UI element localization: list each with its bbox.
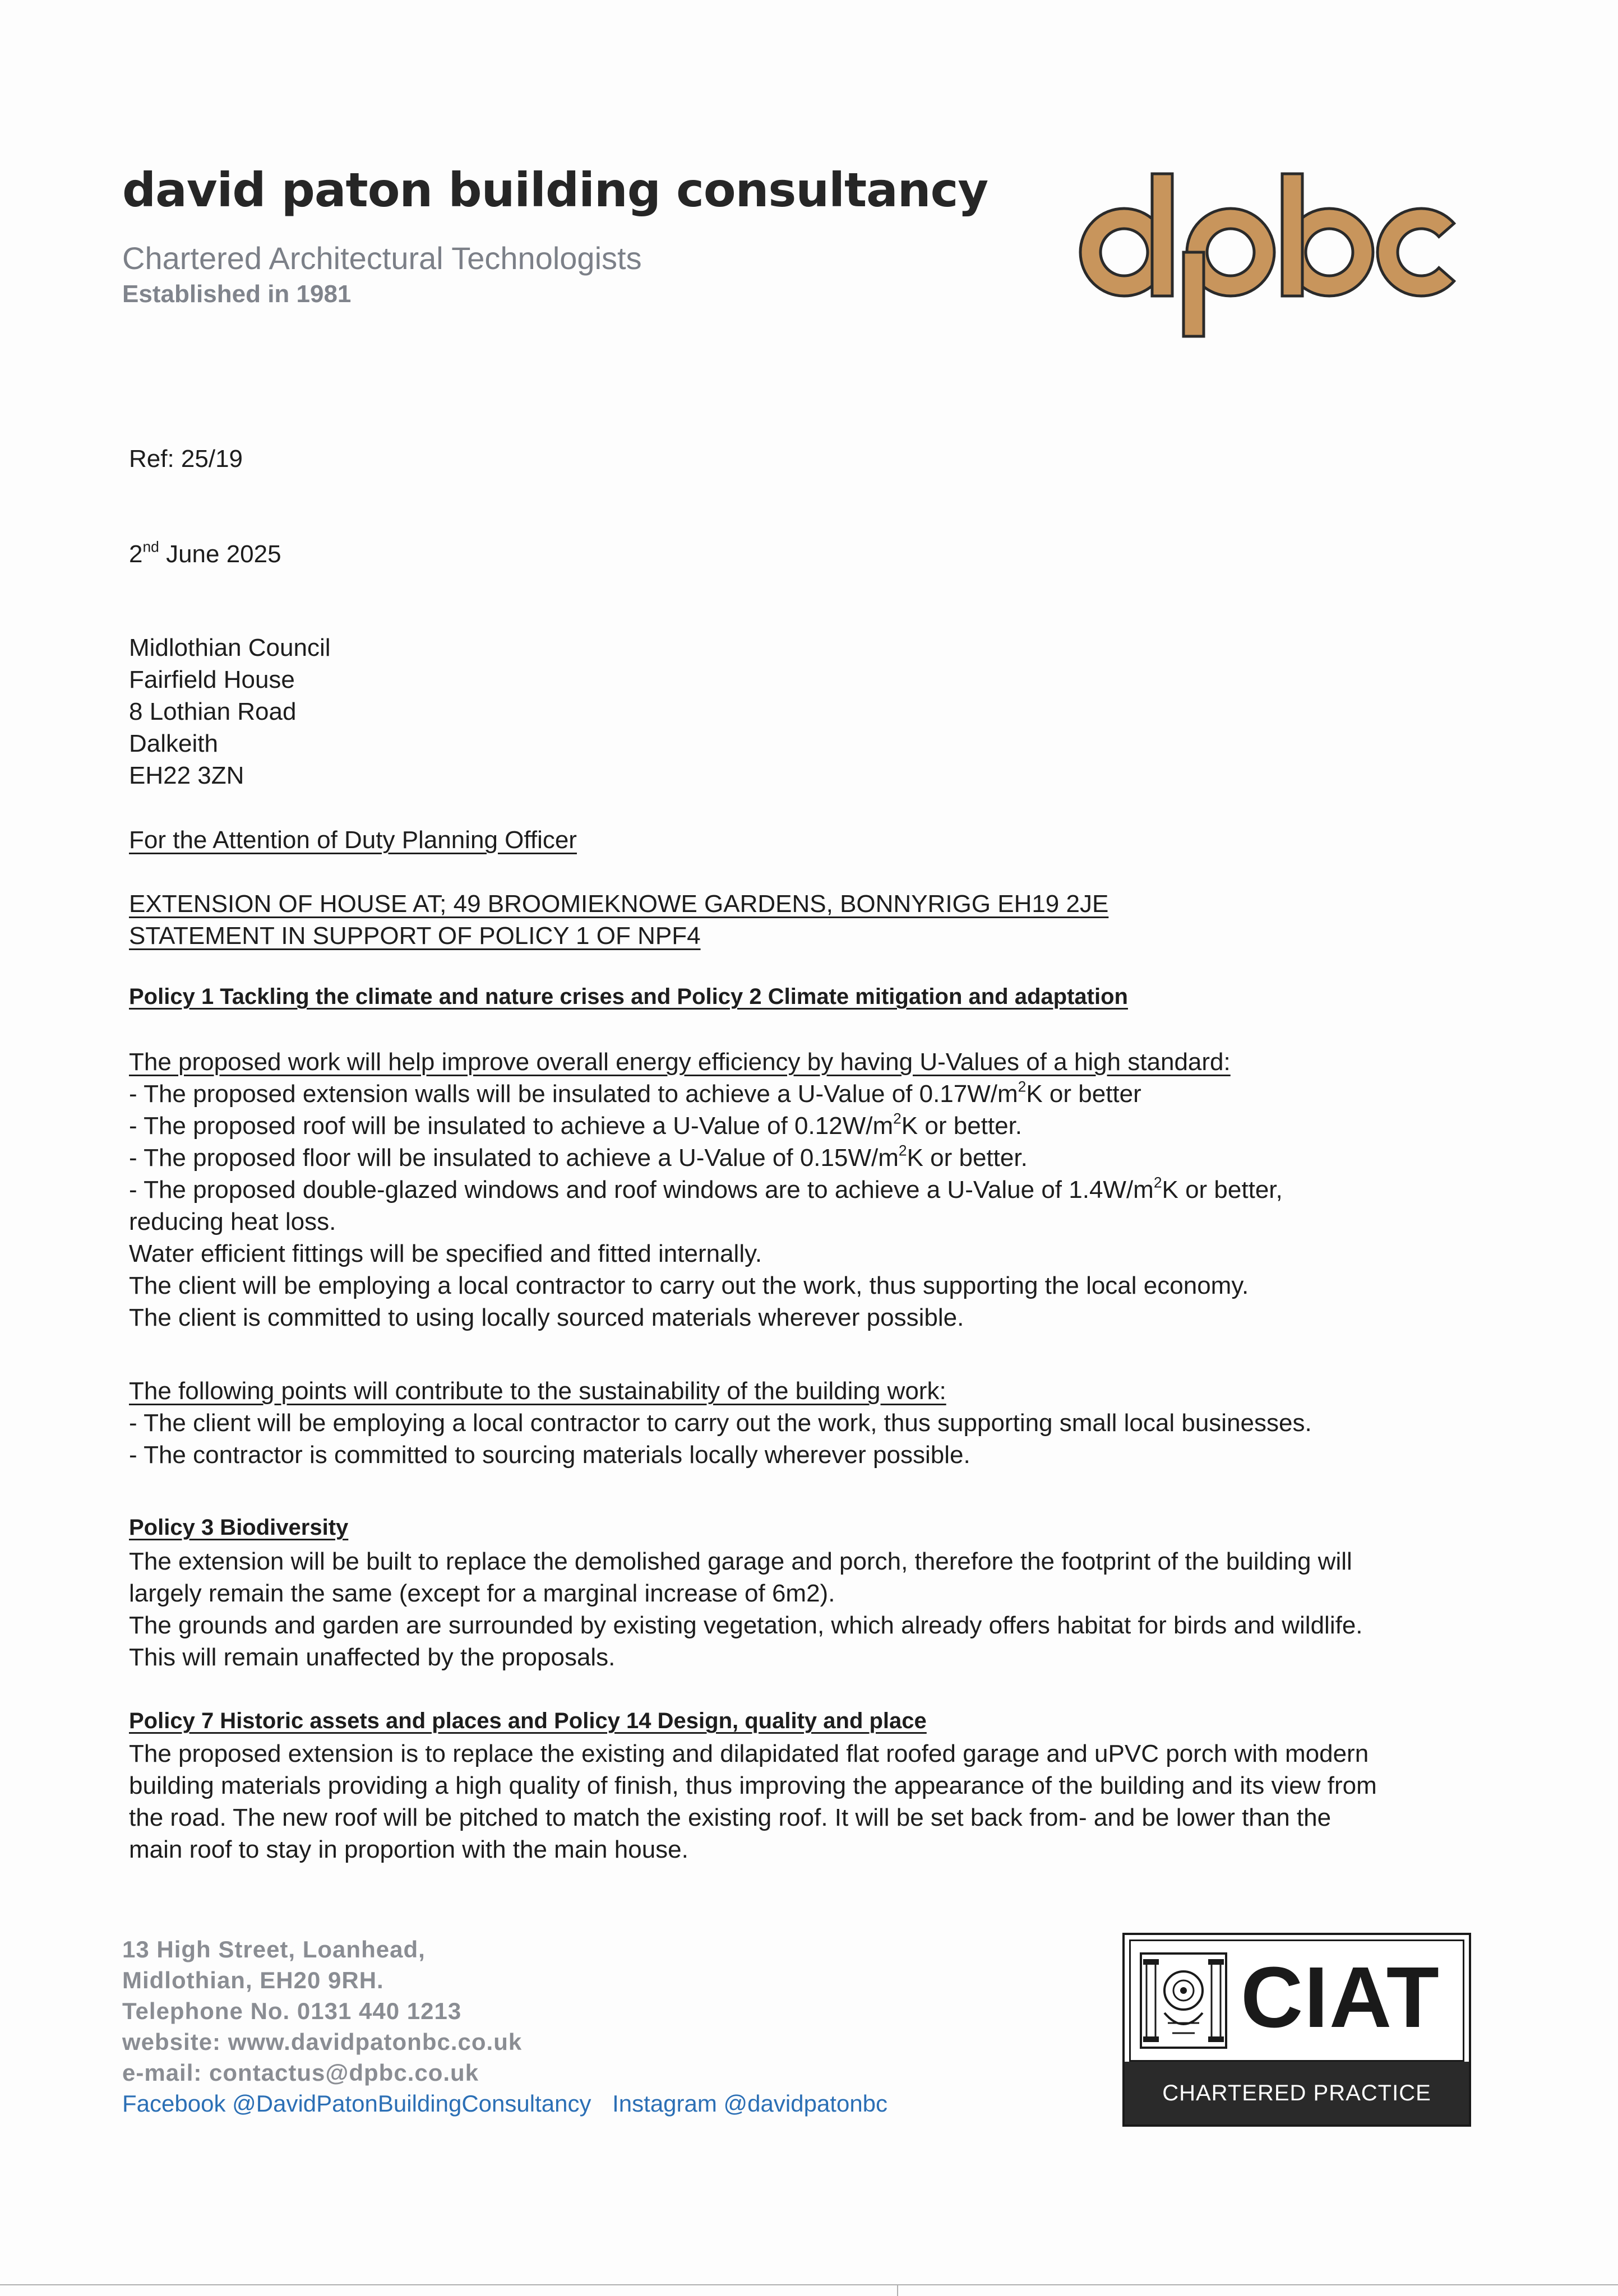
company-tagline: Chartered Architectural Technologists <box>122 240 642 276</box>
policy-7-line: main roof to stay in proportion with the main house. <box>129 1836 688 1863</box>
windows-u-value-cont: reducing heat loss. <box>129 1208 336 1235</box>
policy-7-line: building materials providing a high quality of finish, thus improving the appearance of the building and its view from <box>129 1772 1377 1799</box>
logo-letter-p-stem <box>1184 252 1204 336</box>
company-name: david paton building consultancy <box>122 163 988 217</box>
ciat-caption: CHARTERED PRACTICE <box>1125 2062 1469 2124</box>
water-fittings: Water efficient fittings will be specified and fitted internally. <box>129 1240 762 1267</box>
sustainability-section <box>129 1375 1312 1471</box>
logo-letter-c <box>1377 209 1454 296</box>
policy-1-heading: Policy 1 Tackling the climate and nature crises and Policy 2 Climate mitigation and adaptation <box>129 984 1128 1009</box>
established-year: Established in 1981 <box>122 280 352 308</box>
attention-line: For the Attention of Duty Planning Officer <box>129 826 577 854</box>
policy-7-body <box>129 1738 1377 1866</box>
sustainability-intro: The following points will contribute to the sustainability of the building work: <box>129 1377 946 1405</box>
energy-efficiency-intro: The proposed work will help improve overall energy efficiency by having U-Values of a high standard: <box>129 1048 1231 1076</box>
recipient-line: EH22 3ZN <box>129 762 244 789</box>
policy-7-line: the road. The new roof will be pitched to match the existing roof. It will be set back from- and be lower than the <box>129 1804 1332 1831</box>
ciat-chartered-practice-badge <box>1122 1933 1471 2127</box>
footer-website: website: www.davidpatonbc.co.uk <box>122 2029 523 2055</box>
roof-u-value: - The proposed roof will be insulated to achieve a U-Value of $0.12W/m^2K$ or better. <box>129 1110 1023 1140</box>
footer-address-line: 13 High Street, Loanhead, <box>122 1936 426 1962</box>
policy-3-line: largely remain the same (except for a marginal increase of 6m2). <box>129 1580 835 1607</box>
recipient-line: Fairfield House <box>129 666 295 693</box>
policy-1-body <box>129 1046 1283 1334</box>
footer-telephone: Telephone No. 0131 440 1213 <box>122 1998 462 2024</box>
instagram-handle: Instagram @davidpatonbc <box>612 2090 888 2117</box>
letter-date: 2nd June 2025 <box>129 538 281 568</box>
ciat-wordmark: CIAT <box>1241 1949 1440 2045</box>
sustainability-item: - The client will be employing a local contractor to carry out the work, thus supporting small local businesses. <box>129 1409 1312 1437</box>
footer-email: e-mail: contactus@dpbc.co.uk <box>122 2059 479 2086</box>
policy-3-line: The grounds and garden are surrounded by existing vegetation, which already offers habitat for birds and wildlife. <box>129 1612 1363 1639</box>
windows-u-value: - The proposed double-glazed windows and roof windows are to achieve a U-Value of $1.4W/m^2K$ or better, <box>129 1174 1283 1203</box>
local-contractor: The client will be employing a local contractor to carry out the work, thus supporting the local economy. <box>129 1272 1249 1299</box>
policy-7-line: The proposed extension is to replace the existing and dilapidated flat roofed garage and uPVC porch with modern <box>129 1740 1369 1767</box>
dpbc-logo <box>1068 168 1472 342</box>
recipient-line: Dalkeith <box>129 730 218 757</box>
recipient-address <box>129 632 331 791</box>
scan-edge-line <box>0 2284 1618 2285</box>
sustainability-item: - The contractor is committed to sourcing materials locally wherever possible. <box>129 1441 970 1469</box>
footer-social <box>122 2088 887 2119</box>
subject-heading <box>129 888 1108 952</box>
policy-7-heading: Policy 7 Historic assets and places and Policy 14 Design, quality and place <box>129 1709 927 1733</box>
policy-3-line: This will remain unaffected by the proposals. <box>129 1644 616 1671</box>
footer-address-line: Midlothian, EH20 9RH. <box>122 1967 384 1993</box>
footer-contact <box>122 1934 887 2119</box>
walls-u-value: - The proposed extension walls will be insulated to achieve a U-Value of $0.17W/m^2K$ or better <box>129 1078 1141 1108</box>
reference-number: Ref: 25/19 <box>129 445 243 473</box>
logo-letter-b-stem <box>1282 174 1302 296</box>
policy-3-body <box>129 1545 1363 1673</box>
policy-3-line: The extension will be built to replace the demolished garage and porch, therefore the footprint of the building will <box>129 1548 1352 1575</box>
facebook-handle: Facebook @DavidPatonBuildingConsultancy <box>122 2090 591 2117</box>
ciat-crest-icon <box>1139 1951 1228 2050</box>
recipient-line: 8 Lothian Road <box>129 698 297 725</box>
ciat-badge-top <box>1129 1939 1464 2062</box>
scan-edge-tick <box>897 2284 898 2296</box>
floor-u-value: - The proposed floor will be insulated to achieve a U-Value of $0.15W/m^2K$ or better. <box>129 1142 1028 1172</box>
policy-3-heading: Policy 3 Biodiversity <box>129 1515 349 1540</box>
local-materials: The client is committed to using locally sourced materials wherever possible. <box>129 1304 964 1331</box>
subject-line: EXTENSION OF HOUSE AT; 49 BROOMIEKNOWE GARDENS, BONNYRIGG EH19 2JE <box>129 890 1109 918</box>
logo-letter-d-stem <box>1152 174 1172 296</box>
subject-line: STATEMENT IN SUPPORT OF POLICY 1 OF NPF4 <box>129 922 701 950</box>
recipient-line: Midlothian Council <box>129 634 331 661</box>
